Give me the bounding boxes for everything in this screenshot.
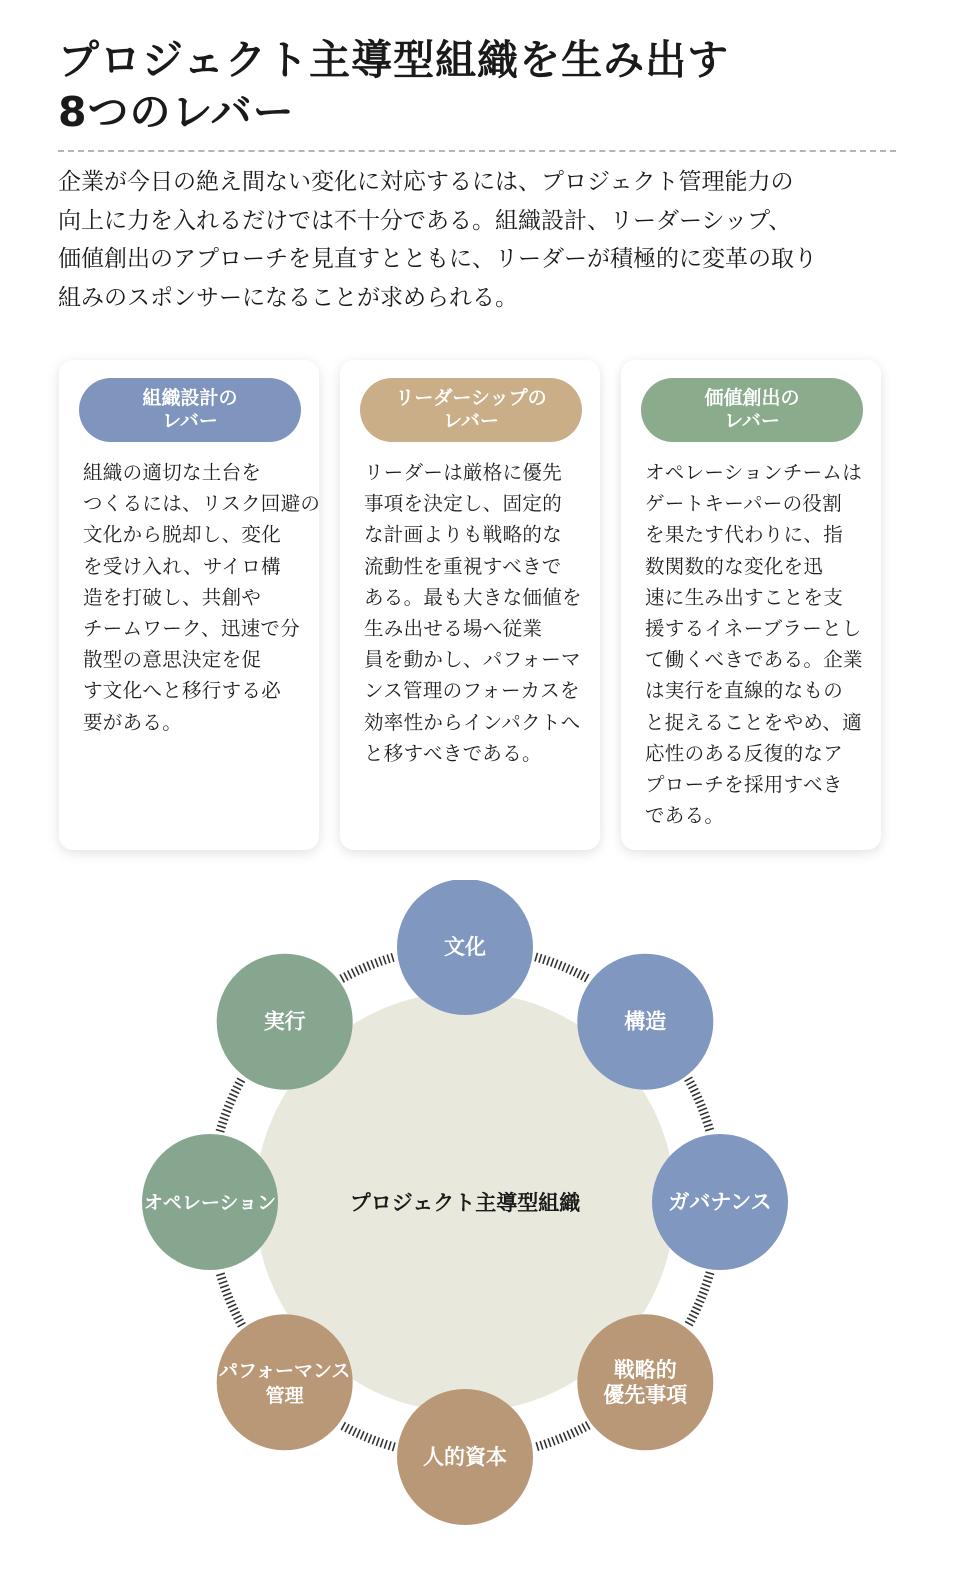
- node-label: 構造: [624, 1009, 667, 1034]
- card-line: ある。最も大きな価値を: [364, 585, 582, 609]
- node-label: 人的資本: [423, 1445, 507, 1469]
- card-line: 数関数的な変化を迅: [645, 554, 824, 578]
- lead-paragraph: [58, 163, 908, 317]
- card-line: な計画よりも戦略的な: [364, 523, 563, 547]
- card-line: 速に生み出すことを支: [645, 585, 844, 609]
- lead-line: 企業が今日の絶え間ない変化に対応するには、プロジェクト管理能力の: [58, 169, 794, 195]
- lever-pill-value-creation: [641, 378, 863, 442]
- node-circle: [217, 1314, 353, 1450]
- node-culture: [397, 880, 533, 1015]
- card-line: は実行を直線的なもの: [645, 679, 844, 703]
- card-line: す文化へと移行する必: [83, 679, 282, 703]
- lever-card-organization-design: [59, 360, 319, 850]
- title-line-1: プロジェクト主導型組織を生み出す: [58, 36, 730, 84]
- card-line: 効率性からインパクトへ: [364, 710, 581, 734]
- ring-connector: [342, 1425, 395, 1447]
- ring-connector: [688, 1272, 710, 1325]
- card-line: と移すべきである。: [364, 741, 542, 765]
- node-operations: [142, 1134, 278, 1270]
- ring-connector: [342, 957, 395, 979]
- card-line: 事項を決定し、固定的: [364, 492, 563, 516]
- center-label: プロジェクト主導型組織: [349, 1191, 581, 1215]
- card-line: プローチを採用すべき: [645, 773, 843, 797]
- lead-line: 組みのスポンサーになることが求められる。: [58, 284, 518, 311]
- node-execution: [217, 954, 353, 1090]
- lever-diagram-svg: [0, 880, 968, 1576]
- node-label: 文化: [444, 935, 486, 959]
- card-body: [645, 457, 865, 831]
- card-line: オペレーションチームは: [645, 461, 863, 484]
- lever-card-leadership: [340, 360, 600, 850]
- card-line: 散型の意思決定を促: [83, 648, 262, 672]
- ring-connector: [220, 1079, 242, 1132]
- ring-connector: [220, 1272, 242, 1325]
- node-human-capital: [397, 1389, 533, 1525]
- page-title: [58, 34, 918, 138]
- pill-label: リーダーシップの: [395, 387, 547, 409]
- card-line: 援するイネーブラーとし: [645, 617, 862, 641]
- pill-label: レバー: [724, 410, 780, 432]
- node-label: ガバナンス: [668, 1190, 772, 1214]
- title-line-2: 8つのレバー: [58, 88, 295, 136]
- node-structure: [577, 954, 713, 1090]
- card-body: [364, 457, 584, 769]
- pill-label: レバー: [162, 410, 218, 432]
- card-line: と捉えることをやめ、適: [645, 710, 863, 734]
- ring-connector: [535, 957, 588, 979]
- card-line: を受け入れ、サイロ構: [83, 554, 281, 578]
- card-line: ゲートキーパーの役割: [645, 492, 843, 516]
- node-strategic-priorities: [577, 1314, 713, 1450]
- node-label: パフォーマンス: [218, 1359, 351, 1382]
- card-line: 文化から脱却し、変化: [83, 523, 282, 547]
- lever-diagram: [0, 880, 968, 1576]
- ring-connector: [535, 1425, 588, 1447]
- card-line: チームワーク、迅速で分: [83, 617, 301, 641]
- card-line: ンス管理のフォーカスを: [364, 679, 580, 703]
- dashed-divider: [58, 150, 896, 152]
- card-line: 要がある。: [83, 710, 183, 734]
- card-line: て働くべきである。企業: [645, 648, 863, 672]
- card-line: 員を動かし、パフォーマ: [364, 648, 581, 672]
- pill-label: 価値創出の: [704, 387, 800, 409]
- lever-pill-organization-design: [79, 378, 301, 442]
- node-governance: [652, 1134, 788, 1270]
- lead-line: 価値創出のアプローチを見直すとともに、リーダーが積極的に変革の取り: [58, 246, 817, 272]
- card-line: を果たす代わりに、指: [645, 523, 844, 547]
- card-line: 生み出せる場へ従業: [364, 617, 543, 641]
- lever-pill-leadership: [360, 378, 582, 442]
- card-line: 流動性を重視すべきで: [364, 554, 562, 578]
- node-performance-management: [217, 1314, 353, 1450]
- card-line: 応性のある反復的なア: [645, 741, 844, 765]
- lever-card-value-creation: [621, 360, 881, 850]
- card-line: である。: [645, 804, 725, 828]
- card-body: [83, 457, 321, 738]
- card-line: つくるには、リスク回避の: [83, 492, 321, 516]
- card-line: 造を打破し、共創や: [83, 585, 262, 609]
- card-line: リーダーは厳格に優先: [364, 461, 563, 484]
- node-label: 管理: [265, 1384, 304, 1407]
- card-line: 組織の適切な土台を: [83, 461, 262, 484]
- lead-line: 向上に力を入れるだけでは不十分である。組織設計、リーダーシップ、: [58, 207, 792, 234]
- node-label: 優先事項: [603, 1382, 688, 1407]
- ring-connector: [688, 1079, 710, 1132]
- node-label: オペレーション: [143, 1192, 277, 1214]
- pill-label: 組織設計の: [142, 387, 238, 409]
- pill-label: レバー: [443, 410, 499, 432]
- node-label: 実行: [263, 1009, 306, 1034]
- node-label: 戦略的: [613, 1357, 677, 1382]
